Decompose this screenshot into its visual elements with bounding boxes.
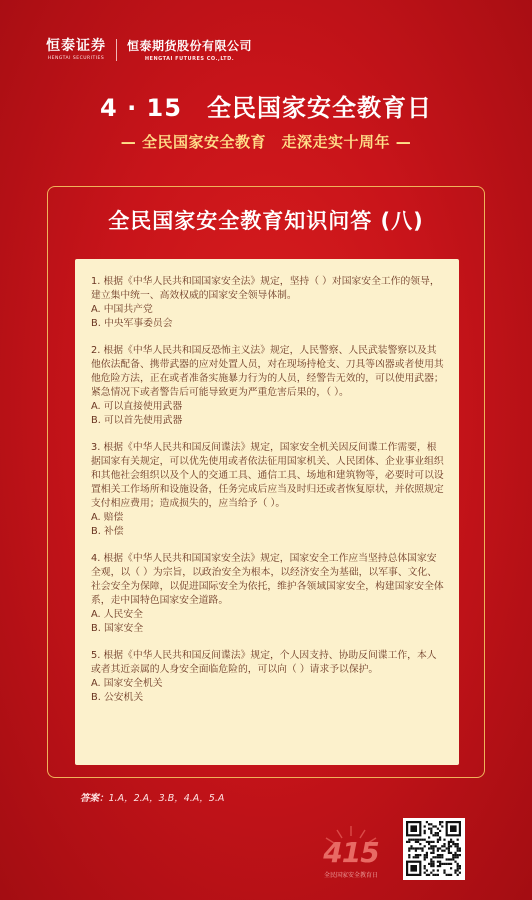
question-5 xyxy=(91,649,445,705)
question-text: 1. 根据《中华人民共和国国家安全法》规定，坚持（ ）对国家安全工作的领导，建立集中统一、高效权威的国家安全领导体制。 xyxy=(91,276,440,301)
emblem-logo xyxy=(315,822,387,880)
option-b: B. 可以首先使用武器 xyxy=(91,415,183,426)
option-a: A. 人民安全 xyxy=(91,609,143,620)
emblem-caption: 全民国家安全教育日 xyxy=(323,872,378,879)
option-b: B. 公安机关 xyxy=(91,692,144,703)
option-a: A. 国家安全机关 xyxy=(91,678,163,689)
question-3 xyxy=(91,441,445,539)
answer-label: 答案： xyxy=(80,793,109,804)
question-2 xyxy=(91,344,445,428)
option-a: A. 赔偿 xyxy=(91,512,124,523)
logo-divider xyxy=(116,39,117,61)
question-1 xyxy=(91,275,445,331)
option-b: B. 中央军事委员会 xyxy=(91,318,173,329)
logo-bar xyxy=(46,38,252,62)
option-a: A. 中国共产党 xyxy=(91,304,153,315)
option-b: B. 补偿 xyxy=(91,526,124,537)
company-name-en: HENGTAI FUTURES CO.,LTD. xyxy=(144,56,235,62)
quiz-title: 全民国家安全教育知识问答 (八) xyxy=(108,209,424,233)
brand-name: 恒泰证券 xyxy=(46,38,106,54)
qr-code-icon xyxy=(403,818,465,880)
question-text: 4. 根据《中华人民共和国国家安全法》规定，国家安全工作应当坚持总体国家安全观，以（ ）为宗旨，以政治安全为根本，以经济安全为基础，以军事、文化、社会安全为保障，以促进国际安全为依托，维护各领域国家安全，构建国家安全体系，走中国特色国家安全道路。 xyxy=(91,553,444,606)
page-title: 4 · 15 全民国家安全教育日 xyxy=(100,94,432,122)
quiz-panel xyxy=(75,259,459,765)
answer-value: 1.A，2.A，3.B，4.A，5.A xyxy=(108,793,225,804)
question-text: 3. 根据《中华人民共和国反间谍法》规定，国家安全机关因反间谍工作需要，根据国家有关规定，可以优先使用或者依法征用国家机关、人民团体、企业事业组织和其他社会组织以及个人的交通工具、通信工具、场地和建筑物等，必要时可以设置相关工作场所和设施设备，任务完成后应当及时归还或者恢复原状，并依照规定支付相应费用；造成损失的，应当给予（ ）。 xyxy=(91,442,444,509)
brand-name-en: HENGTAI SECURITIES xyxy=(47,56,105,61)
answer-key xyxy=(80,790,224,804)
company-logo xyxy=(127,38,252,62)
company-name: 恒泰期货股份有限公司 xyxy=(127,39,253,53)
question-text: 2. 根据《中华人民共和国反恐怖主义法》规定，人民警察、人民武装警察以及其他依法配备、携带武器的应对处置人员，对在现场持枪支、刀具等凶器或者使用其他危险方法，正在或者准备实施暴力行为的人员，经警告无效的，可以使用武器；紧急情况下或者警告后可能导致更为严重危害后果的，（ ）。 xyxy=(91,345,444,398)
page-subtitle: — 全民国家安全教育 走深走实十周年 — xyxy=(120,133,412,151)
emblem-number: 415 xyxy=(323,836,379,869)
brand-logo xyxy=(46,38,106,61)
question-text: 5. 根据《中华人民共和国反间谍法》规定，个人因支持、协助反间谍工作，本人或者其近亲属的人身安全面临危险的，可以向（ ）请求予以保护。 xyxy=(91,650,437,675)
option-b: B. 国家安全 xyxy=(91,623,144,634)
qr-code xyxy=(403,818,465,880)
option-a: A. 可以直接使用武器 xyxy=(91,401,183,412)
question-4 xyxy=(91,552,445,636)
